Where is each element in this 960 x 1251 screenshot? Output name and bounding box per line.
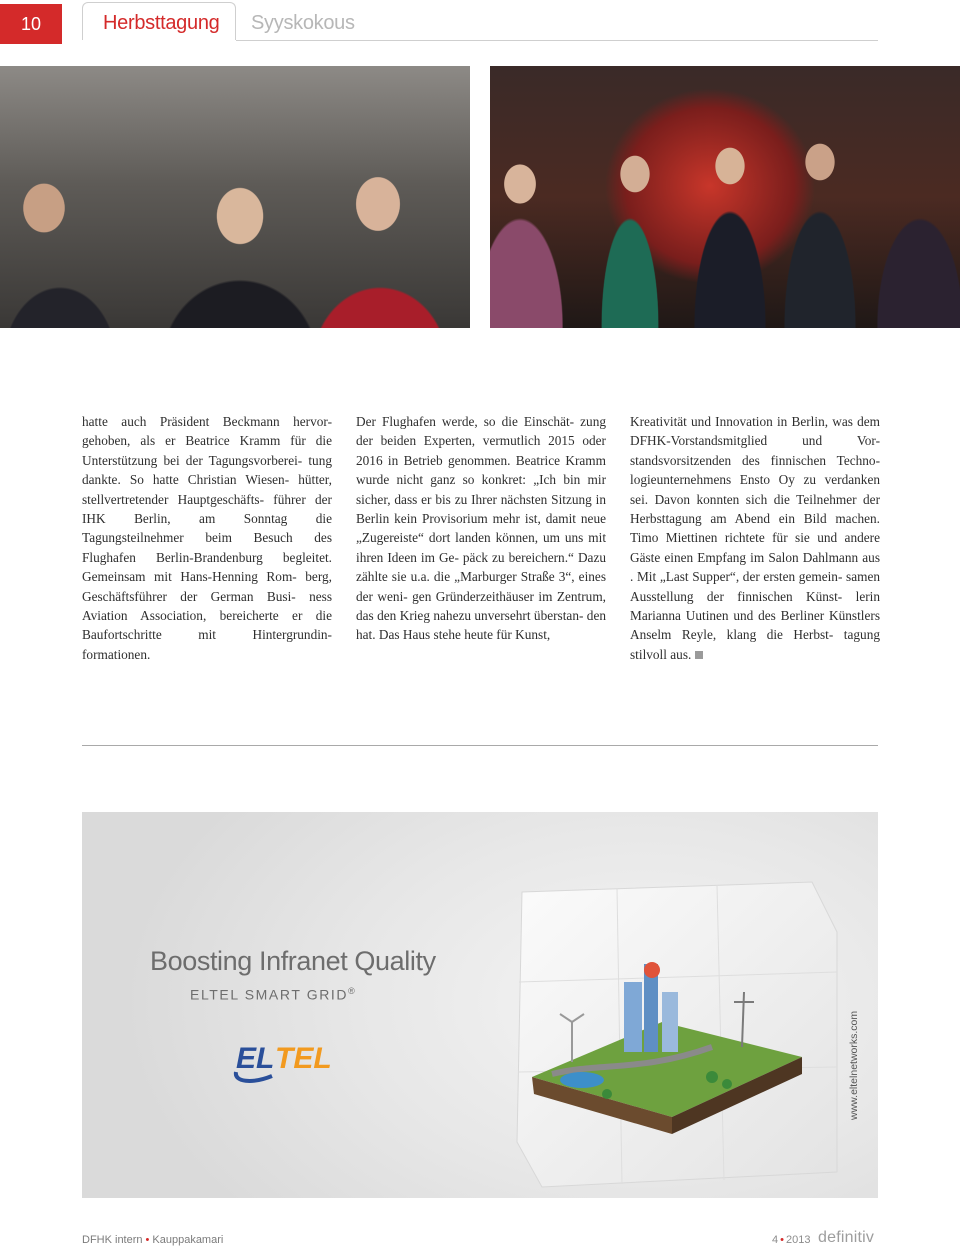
text-line: päck zu bereichern.“ Dazu zählte sie u.a. xyxy=(356,549,606,585)
footer-section-name: Kauppakamari xyxy=(152,1234,224,1246)
section-title: Herbsttagung xyxy=(103,12,220,34)
article-column-3 xyxy=(630,412,880,664)
text-line: den hat. Das Haus stehe heute für Kunst, xyxy=(356,608,606,643)
text-line: zung der beiden Experten, vermutlich 2015 xyxy=(356,414,607,449)
text-line: den Krieg nahezu unversehrt überstan- xyxy=(377,608,584,624)
article-column-2 xyxy=(356,412,606,645)
smart-grid-cube-illustration xyxy=(512,872,842,1192)
text-line: die Baufortschritte mit Hintergrundin- xyxy=(82,608,332,643)
issue-year: 2013 xyxy=(785,1234,811,1246)
text-line: ness Aviation Association, bereicherte er xyxy=(82,588,332,624)
ad-headline: Boosting Infranet Quality xyxy=(150,946,436,976)
text-line: Kreativität und Innovation in Berlin, was xyxy=(630,414,853,429)
ad-subline xyxy=(190,986,356,1003)
text-line: Tagungsteilnehmer beim Besuch des xyxy=(82,530,332,546)
text-line: gen Gründerzeithäuser im Zentrum, das xyxy=(356,588,606,624)
registered-mark: ® xyxy=(348,986,357,996)
issue-number: 4 xyxy=(772,1234,779,1246)
text-line: Herbsttagung am Abend ein Bild machen. xyxy=(630,511,880,527)
text-line: gehoben, als er Beatrice Kramm für die xyxy=(82,433,332,449)
text-line: formationen. xyxy=(82,646,151,662)
text-line: logieunternehmens Ensto Oy zu verdanken xyxy=(630,472,880,488)
bullet-icon: • xyxy=(145,1234,150,1246)
text-line: Gemeinsam mit Hans-Henning Rom- xyxy=(82,569,297,585)
text-line: Flughafen Berlin-Brandenburg begleitet. xyxy=(82,549,332,565)
text-line: bin mir sicher, dass er bis zu Ihrer nächsten xyxy=(356,472,606,507)
text-line: lerin Marianna Uutinen und des Berliner xyxy=(630,588,880,624)
footer-publication-name: DFHK intern xyxy=(82,1234,143,1246)
text-line: oder 2016 in Betrieb genommen. Beatrice xyxy=(356,433,606,468)
section-subtitle: Syyskokous xyxy=(251,12,355,34)
article-column-1 xyxy=(82,412,332,664)
text-line: Gäste einen Empfang im Salon Dahlmann xyxy=(630,549,859,565)
text-line: aus . Mit „Last Supper“, der ersten gemein- xyxy=(630,549,880,585)
text-line: tagung stilvoll aus. xyxy=(630,627,880,662)
text-line: Unterstützung bei der Tagungsvorberei- xyxy=(82,452,303,468)
section-divider xyxy=(82,745,878,746)
footer-brand: definitiv xyxy=(818,1229,875,1246)
text-line: samen Ausstellung der finnischen Künst- xyxy=(630,569,881,604)
text-line: tung dankte. So hatte Christian Wiesen- xyxy=(82,452,332,488)
article-end-mark-icon xyxy=(695,651,703,659)
text-line: Timo Miettinen richtete für sie und andere xyxy=(630,530,880,546)
text-line: führer der IHK Berlin, am Sonntag die xyxy=(82,491,332,527)
footer-publication xyxy=(82,1234,223,1246)
header-rule xyxy=(236,40,878,41)
text-line: Kramm wurde nicht ganz so konkret: „Ich xyxy=(356,452,606,488)
text-line: berg, Geschäftsführer der German Busi- xyxy=(82,569,332,604)
reception-guests-photo xyxy=(490,66,960,328)
bullet-icon: • xyxy=(780,1234,784,1246)
eltel-advertisement[interactable] xyxy=(82,812,878,1198)
text-line: Künstlers Anselm Reyle, klang die Herbst- xyxy=(630,608,880,643)
svg-text:EL: EL xyxy=(236,1042,275,1075)
text-line: sei. Davon konnten sich die Teilnehmer der xyxy=(630,491,880,507)
text-line: Sitzung in Berlin kein Provisorium mehr xyxy=(356,491,606,527)
text-line: standsvorsitzenden des finnischen Techno- xyxy=(630,452,880,468)
svg-text:TEL: TEL xyxy=(275,1042,332,1075)
ad-url-link[interactable]: www.eltelnetworks.com xyxy=(848,1010,860,1120)
text-line: ist, damit neue „Zugereiste“ dort landen xyxy=(356,511,606,546)
page-number: 10 xyxy=(0,4,62,44)
text-line: hatte auch Präsident Beckmann hervor- xyxy=(82,414,332,429)
text-line: hütter, stellvertretender Hauptgeschäfts- xyxy=(82,472,333,507)
text-line: die „Marburger Straße 3“, eines der weni- xyxy=(356,569,606,604)
conference-audience-photo xyxy=(0,66,470,328)
text-line: Der Flughafen werde, so die Einschät- xyxy=(356,414,575,429)
text-line: dem DFHK-Vorstandsmitglied und Vor- xyxy=(630,414,880,449)
text-line: können, um uns mit ihren Ideen im Ge- xyxy=(356,530,607,565)
eltel-logo xyxy=(232,1036,352,1091)
ad-subline-text: ELTEL SMART GRID xyxy=(190,986,349,1003)
footer-issue xyxy=(772,1234,810,1246)
